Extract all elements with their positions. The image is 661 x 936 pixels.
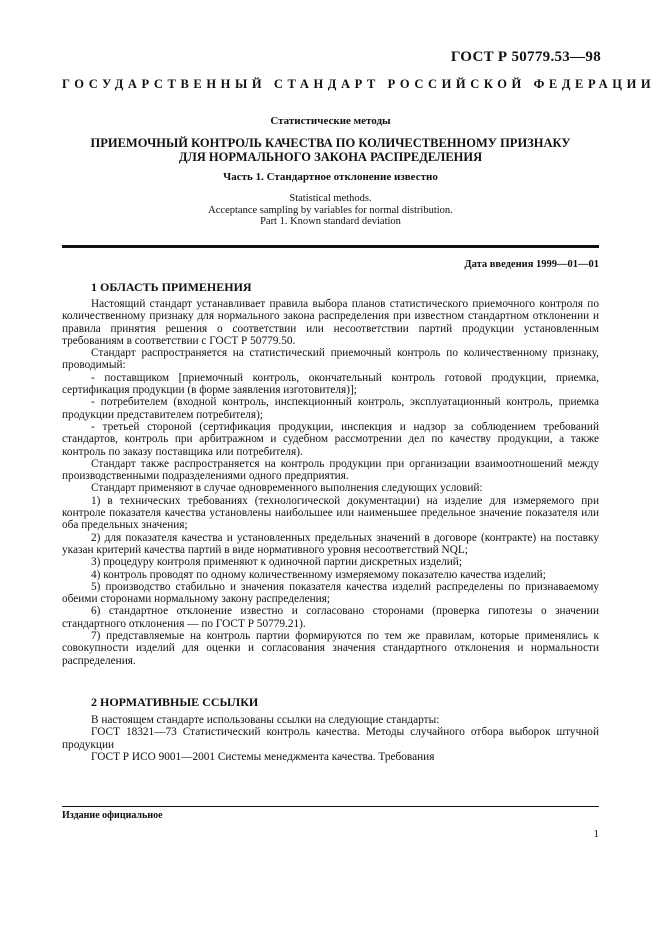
paragraph: ГОСТ 18321—73 Статистический контроль качества. Методы случайного отбора выборок штучной продукции	[62, 726, 599, 751]
title-part: Часть 1. Стандартное отклонение известно	[223, 171, 438, 183]
title-main-line2: ДЛЯ НОРМАЛЬНОГО ЗАКОНА РАСПРЕДЕЛЕНИЯ	[178, 150, 483, 164]
paragraph: 1) в технических требованиях (технологической документации) на изделие для измеряемого при контроле показателя качества установлены наибольшее или наименьшее предельное значение показателя или оба предельных значения;	[62, 494, 599, 532]
paragraph: 6) стандартное отклонение известно и согласовано сторонами (проверка гипотезы о значении стандартного отклонения — по ГОСТ Р 50779.21).	[62, 605, 599, 630]
paragraph: Стандарт распространяется на статистический приемочный контроль по количественному признаку, проводимый:	[62, 347, 599, 372]
paragraph: 5) производство стабильно и значения показателя качества изделий распределены по признаваемому обеими сторонами нормальному закону распределения;	[62, 580, 599, 606]
title-en-line2: Acceptance sampling by variables for normal distribution.	[208, 204, 453, 216]
paragraph: - потребителем (входной контроль, инспекционный контроль, эксплуатационный контроль, приемка продукции представителем потребителя);	[62, 396, 599, 421]
paragraph: Настоящий стандарт устанавливает правила выбора планов статистического приемочного контроля по количественному признаку для нормального закона распределения при известном стандартном отклонении и правила принятия решения о соответствии или несоответствии партий продукции установленным требованиям в соответствии с ГОСТ Р 50779.50.	[62, 298, 599, 347]
title-en-line3: Part 1. Known standard deviation	[260, 216, 401, 227]
section1-body	[62, 298, 599, 667]
section2-heading: 2 НОРМАТИВНЫЕ ССЫЛКИ	[91, 695, 259, 709]
paragraph: - поставщиком [приемочный контроль, окончательный контроль готовой продукции, приемка, сертификация продукции (в форме заявления изготовителя)];	[62, 371, 599, 397]
paragraph: 4) контроль проводят по одному количественному измеряемому показателю качества изделий;	[91, 568, 546, 581]
paragraph: Стандарт применяют в случае одновременного выполнения следующих условий:	[91, 482, 483, 495]
footer-divider	[62, 806, 599, 807]
title-main	[62, 136, 599, 164]
paragraph: 7) представляемые на контроль партии формируются по тем же правилам, которые применялись к совокупности изделий для оценки и согласования значения стандартного отклонения и нормальности распределения.	[62, 630, 599, 667]
paragraph: Стандарт также распространяется на контроль продукции при организации взаимоотношений между производственными подразделениями одного предприятия.	[62, 457, 599, 483]
paragraph: - третьей стороной (сертификация продукции, инспекция и надзор за соблюдением требований стандартов, контроль при арбитражном и судебном рассмотрении дел по качеству продукции, а также контроль по заказу поставщика или потребителя).	[62, 420, 599, 458]
state-standard-banner: ГОСУДАРСТВЕННЫЙ СТАНДАРТ РОССИЙСКОЙ ФЕДЕРАЦИИ	[62, 77, 656, 91]
section1-heading: 1 ОБЛАСТЬ ПРИМЕНЕНИЯ	[91, 280, 252, 294]
title-english	[62, 193, 599, 228]
header-divider	[62, 245, 599, 248]
introduction-date: Дата введения 1999—01—01	[464, 259, 599, 270]
page-number: 1	[593, 828, 599, 840]
title-main-line1: ПРИЕМОЧНЫЙ КОНТРОЛЬ КАЧЕСТВА ПО КОЛИЧЕСТВЕННОМУ ПРИЗНАКУ	[90, 136, 571, 150]
title-en-line1: Statistical methods.	[289, 193, 372, 204]
section2-body	[62, 714, 599, 763]
standard-code: ГОСТ Р 50779.53—98	[450, 49, 601, 65]
official-edition-label: Издание официальное	[62, 810, 163, 821]
paragraph: 3) процедуру контроля применяют к одиночной партии дискретных изделий;	[91, 556, 462, 569]
title-series: Статистические методы	[270, 115, 391, 127]
paragraph: ГОСТ Р ИСО 9001—2001 Системы менеджмента качества. Требования	[91, 750, 435, 763]
paragraph: В настоящем стандарте использованы ссылки на следующие стандарты:	[91, 714, 440, 726]
paragraph: 2) для показателя качества и установленных предельных значений в договоре (контракте) на поставку указан критерий качества партий в виде нормативного уровня несоответствий NQL;	[62, 531, 599, 556]
